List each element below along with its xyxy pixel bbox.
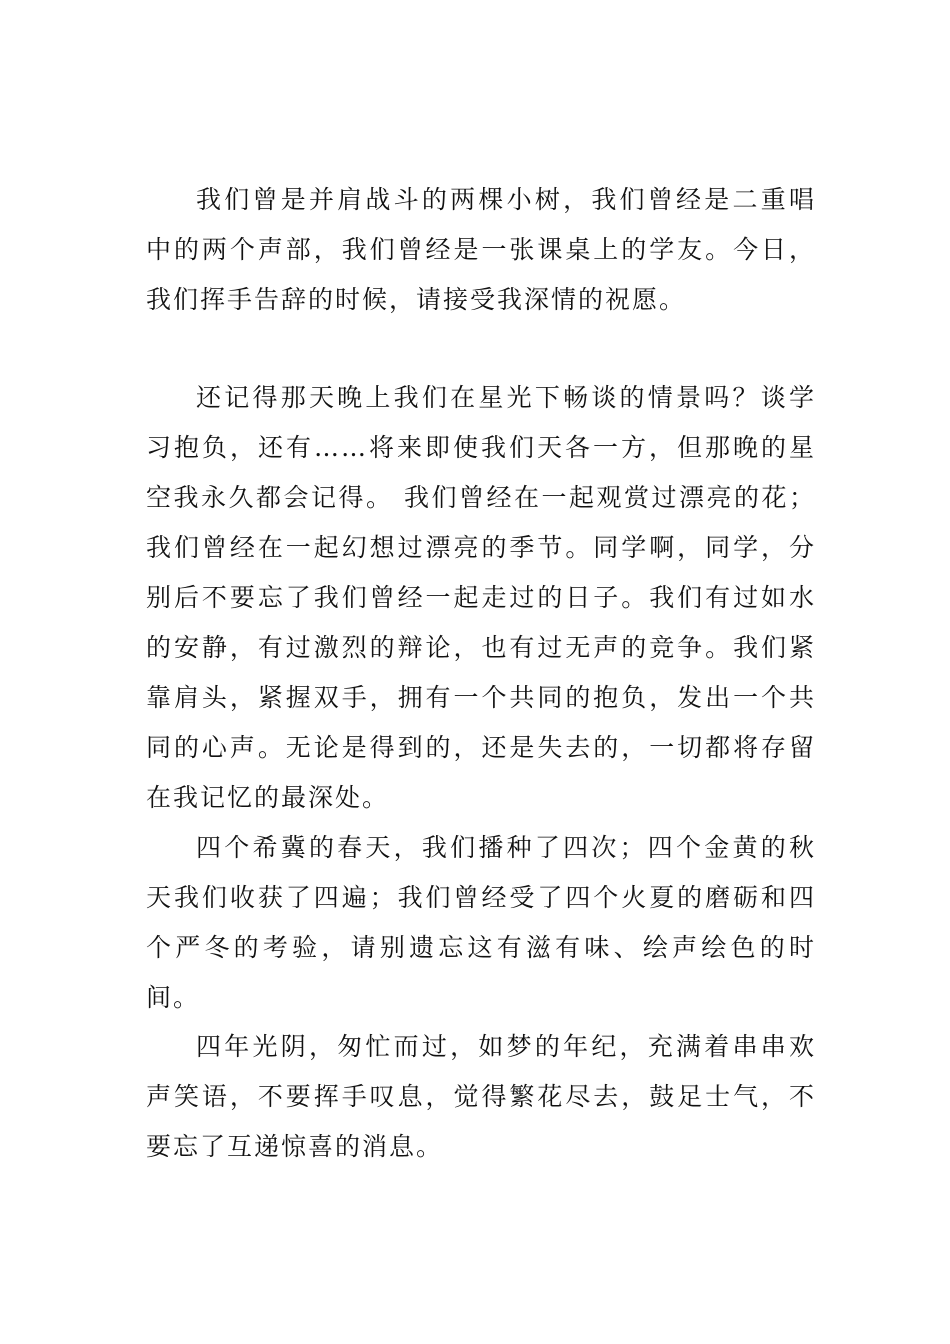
paragraph-3: 四个希冀的春天，我们播种了四次；四个金黄的秋天我们收获了四遍；我们曾经受了四个火夏的磨砺和四个严冬的考验，请别遗忘这有滋有味、绘声绘色的时间。 [146, 833, 816, 1012]
paragraph-2: 还记得那天晚上我们在星光下畅谈的情景吗？谈学习抱负，还有……将来即使我们天各一方，但那晚的星空我永久都会记得。 我们曾经在一起观赏过漂亮的花；我们曾经在一起幻想过漂亮的季节。同学啊，同学，分别后不要忘了我们曾经一起走过的日子。我们有过如水的安静，有过激烈的辩论，也有过无声的竞争。我们紧靠肩头，紧握双手，拥有一个共同的抱负，发出一个共同的心声。无论是得到的，还是失去的，一切都将存留在我记忆的最深处。 [146, 383, 816, 812]
paragraph-4: 四年光阴，匆忙而过，如梦的年纪，充满着串串欢声笑语，不要挥手叹息，觉得繁花尽去，鼓足士气，不要忘了互递惊喜的消息。 [146, 1032, 816, 1161]
paragraph-1: 我们曾是并肩战斗的两棵小树，我们曾经是二重唱中的两个声部，我们曾经是一张课桌上的学友。今日，我们挥手告辞的时候，请接受我深情的祝愿。 [146, 185, 816, 314]
